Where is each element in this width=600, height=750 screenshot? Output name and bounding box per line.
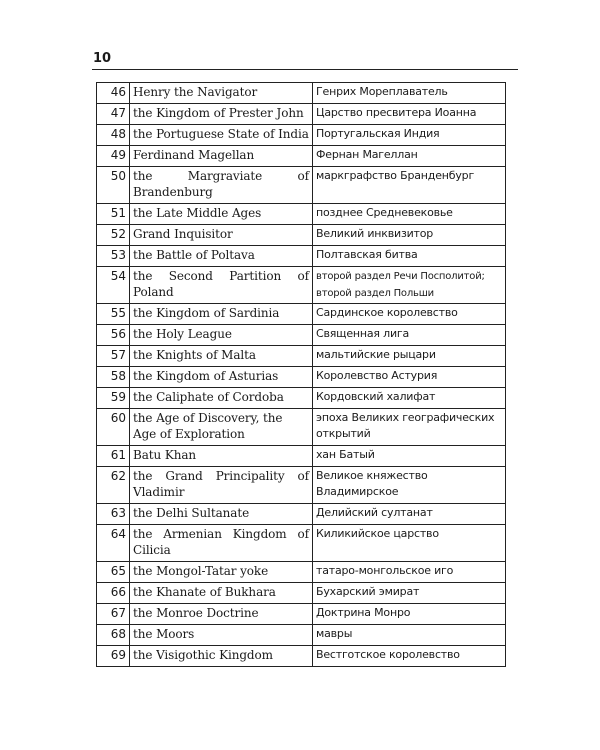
russian-term: Вестготское королевство xyxy=(313,646,506,667)
english-term: the Second Partition of Poland xyxy=(130,267,313,304)
english-term: the Moors xyxy=(130,625,313,646)
table-row xyxy=(97,267,506,304)
table-row xyxy=(97,646,506,667)
table-row xyxy=(97,167,506,204)
russian-term: татаро-монгольское иго xyxy=(313,562,506,583)
english-term: the Age of Discovery, the Age of Exploration xyxy=(130,409,313,446)
english-term: the Visigothic Kingdom xyxy=(130,646,313,667)
table-row xyxy=(97,525,506,562)
table-row xyxy=(97,104,506,125)
russian-term: Полтавская битва xyxy=(313,246,506,267)
english-term: Henry the Navigator xyxy=(130,83,313,104)
russian-term: мальтийские рыцари xyxy=(313,346,506,367)
row-number: 47 xyxy=(97,104,130,125)
row-number: 60 xyxy=(97,409,130,446)
russian-term: Кордовский халифат xyxy=(313,388,506,409)
header-rule xyxy=(92,69,518,70)
table-row xyxy=(97,304,506,325)
russian-term: Великий инквизитор xyxy=(313,225,506,246)
english-term: the Armenian Kingdom of Cilicia xyxy=(130,525,313,562)
row-number: 48 xyxy=(97,125,130,146)
russian-term: Киликийское царство xyxy=(313,525,506,562)
russian-term: Фернан Магеллан xyxy=(313,146,506,167)
row-number: 52 xyxy=(97,225,130,246)
row-number: 50 xyxy=(97,167,130,204)
russian-term: Доктрина Монро xyxy=(313,604,506,625)
english-term: the Holy League xyxy=(130,325,313,346)
russian-term: Священная лига xyxy=(313,325,506,346)
english-term: the Knights of Malta xyxy=(130,346,313,367)
row-number: 65 xyxy=(97,562,130,583)
russian-term: позднее Средневековье xyxy=(313,204,506,225)
russian-term-text: второй раздел Речи Посполитой; второй раздел Польши xyxy=(316,271,485,299)
row-number: 51 xyxy=(97,204,130,225)
russian-term: Бухарский эмират xyxy=(313,583,506,604)
russian-term: Великое княжество Владимирское xyxy=(313,467,506,504)
table-row xyxy=(97,125,506,146)
table-row xyxy=(97,467,506,504)
row-number: 57 xyxy=(97,346,130,367)
table-row xyxy=(97,504,506,525)
row-number: 62 xyxy=(97,467,130,504)
page-number: 10 xyxy=(93,51,112,66)
table-row xyxy=(97,562,506,583)
english-term: the Battle of Poltava xyxy=(130,246,313,267)
table-row xyxy=(97,225,506,246)
english-term: the Kingdom of Sardinia xyxy=(130,304,313,325)
russian-term: Сардинское королевство xyxy=(313,304,506,325)
row-number: 56 xyxy=(97,325,130,346)
row-number: 59 xyxy=(97,388,130,409)
russian-term: маркграфство Бранденбург xyxy=(313,167,506,204)
table-row xyxy=(97,325,506,346)
row-number: 61 xyxy=(97,446,130,467)
table-row xyxy=(97,388,506,409)
table-row xyxy=(97,604,506,625)
english-term: the Late Middle Ages xyxy=(130,204,313,225)
row-number: 64 xyxy=(97,525,130,562)
glossary-table xyxy=(96,82,506,667)
row-number: 67 xyxy=(97,604,130,625)
english-term: the Portuguese State of India xyxy=(130,125,313,146)
english-term: Ferdinand Magellan xyxy=(130,146,313,167)
table-row xyxy=(97,409,506,446)
row-number: 68 xyxy=(97,625,130,646)
russian-term: Королевство Астурия xyxy=(313,367,506,388)
row-number: 49 xyxy=(97,146,130,167)
russian-term: мавры xyxy=(313,625,506,646)
english-term: the Delhi Sultanate xyxy=(130,504,313,525)
english-term: the Mongol-Tatar yoke xyxy=(130,562,313,583)
english-term: the Caliphate of Cordoba xyxy=(130,388,313,409)
russian-term: эпоха Великих географических открытий xyxy=(313,409,506,446)
table-row xyxy=(97,146,506,167)
row-number: 63 xyxy=(97,504,130,525)
row-number: 53 xyxy=(97,246,130,267)
english-term: the Grand Principality of Vladimir xyxy=(130,467,313,504)
table-row xyxy=(97,583,506,604)
english-term: Grand Inquisitor xyxy=(130,225,313,246)
table-row xyxy=(97,246,506,267)
english-term: the Kingdom of Asturias xyxy=(130,367,313,388)
russian-term xyxy=(313,267,506,304)
row-number: 46 xyxy=(97,83,130,104)
row-number: 55 xyxy=(97,304,130,325)
row-number: 69 xyxy=(97,646,130,667)
english-term: the Khanate of Bukhara xyxy=(130,583,313,604)
table-row xyxy=(97,204,506,225)
russian-term: Царство пресвитера Иоанна xyxy=(313,104,506,125)
english-term: Batu Khan xyxy=(130,446,313,467)
english-term: the Margraviate of Brandenburg xyxy=(130,167,313,204)
russian-term: Португальская Индия xyxy=(313,125,506,146)
english-term: the Kingdom of Prester John xyxy=(130,104,313,125)
row-number: 66 xyxy=(97,583,130,604)
russian-term: Генрих Мореплаватель xyxy=(313,83,506,104)
table-row xyxy=(97,346,506,367)
row-number: 58 xyxy=(97,367,130,388)
table-row xyxy=(97,83,506,104)
table-row xyxy=(97,446,506,467)
table-row xyxy=(97,625,506,646)
russian-term: хан Батый xyxy=(313,446,506,467)
english-term: the Monroe Doctrine xyxy=(130,604,313,625)
russian-term: Делийский султанат xyxy=(313,504,506,525)
table-row xyxy=(97,367,506,388)
row-number: 54 xyxy=(97,267,130,304)
